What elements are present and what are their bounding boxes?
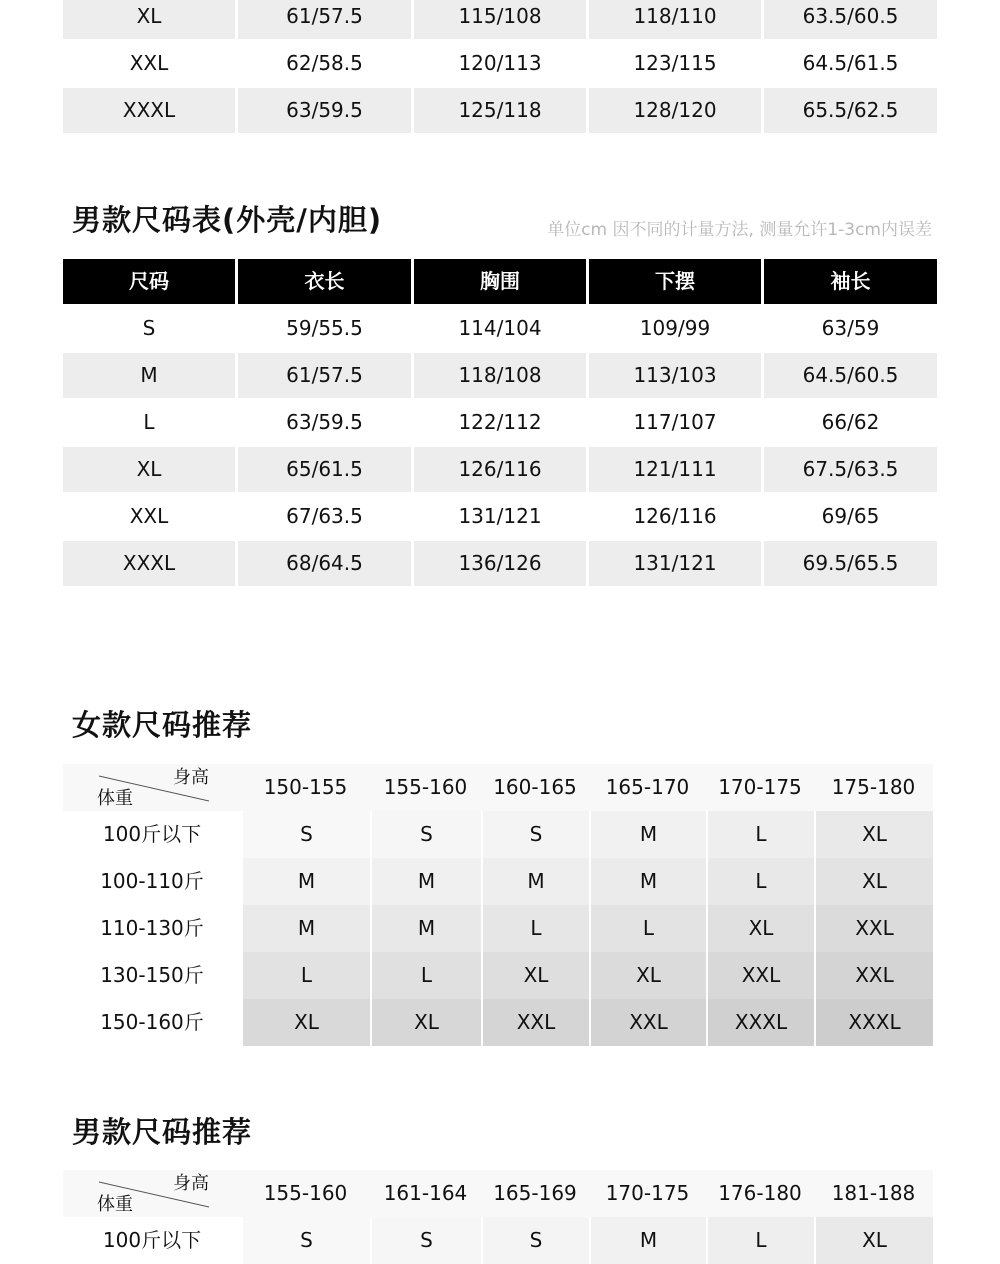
table-cell: 109/99 (639, 316, 711, 340)
size-cell: XL (814, 1217, 933, 1264)
size-cell: XXXL (814, 999, 933, 1046)
rec-header-row (63, 764, 933, 811)
column-header: 胸围 (414, 259, 586, 304)
table-cell: 136/126 (414, 541, 586, 586)
size-cell: L (706, 811, 814, 858)
diagonal-divider (63, 764, 241, 811)
table-cell: 126/116 (633, 504, 717, 528)
column-header: 下摆 (589, 259, 761, 304)
size-cell: S (481, 1217, 589, 1264)
diagonal-divider (63, 1170, 241, 1217)
size-cell: M (589, 1217, 706, 1264)
measurement-note: 单位cm 因不同的计量方法, 测量允许1-3cm内误差 (547, 220, 932, 240)
height-range: 170-175 (706, 764, 814, 811)
height-range: 165-169 (481, 1170, 589, 1217)
table-cell: XXL (129, 504, 169, 528)
size-cell: S (370, 811, 481, 858)
height-range: 165-170 (589, 764, 706, 811)
height-range: 170-175 (589, 1170, 706, 1217)
table-row (63, 353, 937, 400)
height-label: 身高 (173, 1173, 209, 1194)
table-cell: 117/107 (633, 410, 717, 434)
rec-row (63, 858, 933, 905)
weight-label: 体重 (97, 788, 133, 809)
table-cell: 115/108 (414, 0, 586, 39)
rec-row (63, 1217, 933, 1264)
rec-row (63, 811, 933, 858)
size-cell: M (481, 858, 589, 905)
womens-rec-table (63, 764, 933, 1046)
height-range: 155-160 (370, 764, 481, 811)
top-size-table (63, 0, 937, 135)
weight-range: 100斤以下 (63, 1217, 241, 1264)
table-cell: L (143, 410, 155, 434)
column-header: 袖长 (764, 259, 937, 304)
table-cell: 61/57.5 (238, 353, 411, 398)
size-cell: L (589, 905, 706, 952)
table-cell: 63/59.5 (238, 88, 411, 133)
size-cell: M (589, 858, 706, 905)
table-cell: XL (63, 0, 235, 39)
table-cell: 121/111 (589, 447, 761, 492)
table-cell: 63/59.5 (286, 410, 363, 434)
table-cell: 67/63.5 (286, 504, 363, 528)
table-cell: 69/65 (821, 504, 880, 528)
mens-table-title: 男款尺码表(外壳/内胆) (72, 203, 383, 237)
size-cell: XXL (814, 952, 933, 999)
size-cell: XL (370, 999, 481, 1046)
table-row (63, 88, 937, 135)
table-cell: 68/64.5 (238, 541, 411, 586)
size-cell: M (589, 811, 706, 858)
table-cell: S (142, 316, 156, 340)
size-cell: M (370, 858, 481, 905)
table-cell: 131/121 (458, 504, 542, 528)
size-cell: XL (481, 952, 589, 999)
table-cell: 64.5/60.5 (764, 353, 937, 398)
table-cell: 65/61.5 (238, 447, 411, 492)
table-cell: 128/120 (589, 88, 761, 133)
weight-range: 110-130斤 (63, 905, 241, 952)
column-header: 尺码 (63, 259, 235, 304)
height-label: 身高 (173, 767, 209, 788)
table-cell: 126/116 (414, 447, 586, 492)
table-cell: 120/113 (458, 51, 542, 75)
height-range: 181-188 (814, 1170, 933, 1217)
womens-rec-title: 女款尺码推荐 (72, 708, 253, 742)
table-row (63, 0, 937, 41)
table-row (63, 494, 937, 541)
size-cell: XXL (481, 999, 589, 1046)
table-cell: 114/104 (458, 316, 542, 340)
table-cell: 113/103 (589, 353, 761, 398)
mens-size-table (63, 259, 937, 588)
table-row (63, 541, 937, 588)
size-cell: S (241, 1217, 370, 1264)
table-cell: 66/62 (821, 410, 880, 434)
table-cell: 131/121 (589, 541, 761, 586)
table-cell: 125/118 (414, 88, 586, 133)
weight-label: 体重 (97, 1194, 133, 1215)
size-cell: XL (589, 952, 706, 999)
mens-rec-title: 男款尺码推荐 (72, 1115, 253, 1149)
weight-range: 130-150斤 (63, 952, 241, 999)
table-cell: 123/115 (633, 51, 717, 75)
height-range: 155-160 (241, 1170, 370, 1217)
size-cell: XL (814, 811, 933, 858)
rec-header-row (63, 1170, 933, 1217)
size-cell: S (481, 811, 589, 858)
size-cell: XXL (589, 999, 706, 1046)
height-range: 161-164 (370, 1170, 481, 1217)
height-range: 176-180 (706, 1170, 814, 1217)
mens-rec-table (63, 1170, 933, 1264)
weight-range: 100斤以下 (63, 811, 241, 858)
size-cell: L (481, 905, 589, 952)
table-cell: XXXL (63, 541, 235, 586)
table-cell: 63.5/60.5 (764, 0, 937, 39)
table-cell: XL (63, 447, 235, 492)
size-cell: S (241, 811, 370, 858)
corner-cell (63, 1170, 241, 1217)
weight-range: 100-110斤 (63, 858, 241, 905)
size-cell: XL (241, 999, 370, 1046)
size-cell: S (370, 1217, 481, 1264)
size-cell: XXL (706, 952, 814, 999)
table-row (63, 41, 937, 88)
rec-row (63, 905, 933, 952)
table-cell: XXXL (63, 88, 235, 133)
table-cell: 64.5/61.5 (802, 51, 899, 75)
size-cell: XL (814, 858, 933, 905)
table-cell: M (63, 353, 235, 398)
size-cell: XXL (814, 905, 933, 952)
table-cell: 122/112 (458, 410, 542, 434)
size-cell: XXXL (706, 999, 814, 1046)
table-cell: 69.5/65.5 (764, 541, 937, 586)
size-cell: XL (706, 905, 814, 952)
column-header: 衣长 (238, 259, 411, 304)
height-range: 175-180 (814, 764, 933, 811)
table-cell: 61/57.5 (238, 0, 411, 39)
table-cell: 67.5/63.5 (764, 447, 937, 492)
table-cell: 59/55.5 (286, 316, 363, 340)
table-header-row (63, 259, 937, 306)
table-cell: 118/110 (589, 0, 761, 39)
size-cell: L (706, 858, 814, 905)
table-row (63, 400, 937, 447)
size-cell: M (241, 858, 370, 905)
rec-row (63, 952, 933, 999)
table-row (63, 306, 937, 353)
table-cell: 62/58.5 (286, 51, 363, 75)
size-cell: L (706, 1217, 814, 1264)
size-cell: L (241, 952, 370, 999)
size-cell: M (370, 905, 481, 952)
corner-cell (63, 764, 241, 811)
table-row (63, 447, 937, 494)
weight-range: 150-160斤 (63, 999, 241, 1046)
table-cell: 65.5/62.5 (764, 88, 937, 133)
height-range: 160-165 (481, 764, 589, 811)
table-cell: 63/59 (821, 316, 880, 340)
table-cell: XXL (129, 51, 169, 75)
table-cell: 118/108 (414, 353, 586, 398)
height-range: 150-155 (241, 764, 370, 811)
rec-row (63, 999, 933, 1046)
size-cell: M (241, 905, 370, 952)
size-cell: L (370, 952, 481, 999)
